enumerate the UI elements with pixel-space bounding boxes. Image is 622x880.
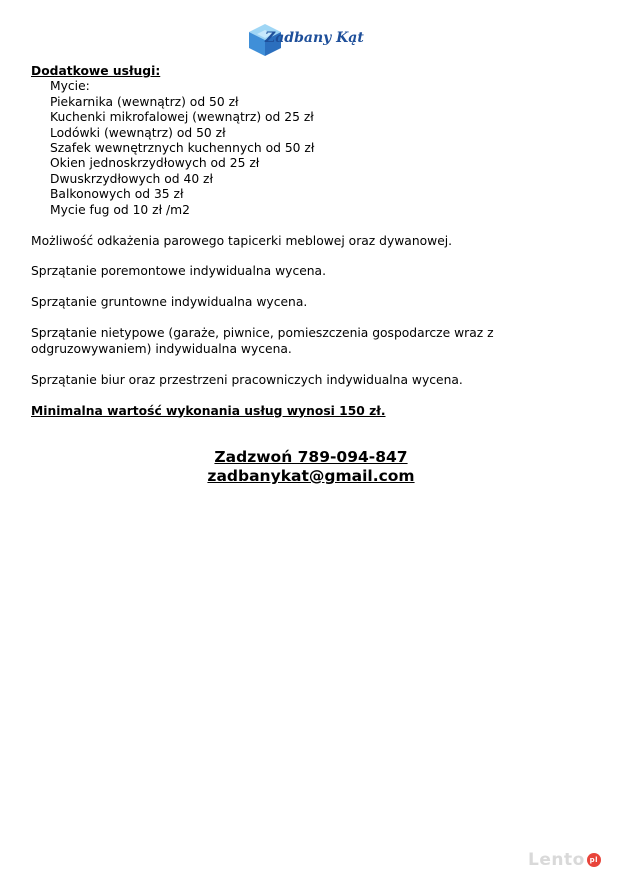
list-item: Dwuskrzydłowych od 40 zł [50,171,213,186]
paragraph-unusual-cleaning: Sprzątanie nietypowe (garaże, piwnice, pomieszczenia gospodarcze wraz z odgruzowywaniem) indywidualna wycena. [31,326,494,356]
list-item: Lodówki (wewnątrz) od 50 zł [50,125,226,140]
list-item: Mycie fug od 10 zł /m2 [50,202,190,217]
watermark-text: Lento [528,850,585,870]
list-item: Balkonowych od 35 zł [50,187,184,202]
paragraph-deep-cleaning: Sprzątanie gruntowne indywidualna wycena. [31,295,308,310]
company-logo [245,22,364,58]
minimum-order-note: Minimalna wartość wykonania usług wynosi 150 zł. [31,403,386,418]
services-heading: Dodatkowe usługi: [31,64,161,78]
document-body [31,64,601,419]
contact-block [0,448,622,486]
list-item: Okien jednoskrzydłowych od 25 zł [50,156,260,171]
watermark-badge: pl [587,853,601,867]
list-item: Szafek wewnętrznych kuchennych od 50 zł [50,141,315,156]
paragraph-steam-cleaning: Możliwość odkażenia parowego tapicerki meblowej oraz dywanowej. [31,233,453,248]
lento-watermark [528,850,601,870]
services-list [50,79,601,218]
list-item: Kuchenki mikrofalowej (wewnątrz) od 25 zł [50,110,314,125]
paragraph-office-cleaning: Sprzątanie biur oraz przestrzeni pracowniczych indywidualna wycena. [31,372,463,387]
paragraph-post-renovation: Sprzątanie poremontowe indywidualna wycena. [31,264,327,279]
list-item: Piekarnika (wewnątrz) od 50 zł [50,94,239,109]
services-category: Mycie: [50,79,90,94]
logo-text: Zadbany Kąt [265,30,364,46]
contact-email: zadbanykat@gmail.com [207,467,415,485]
contact-phone: Zadzwoń 789-094-847 [214,448,408,466]
